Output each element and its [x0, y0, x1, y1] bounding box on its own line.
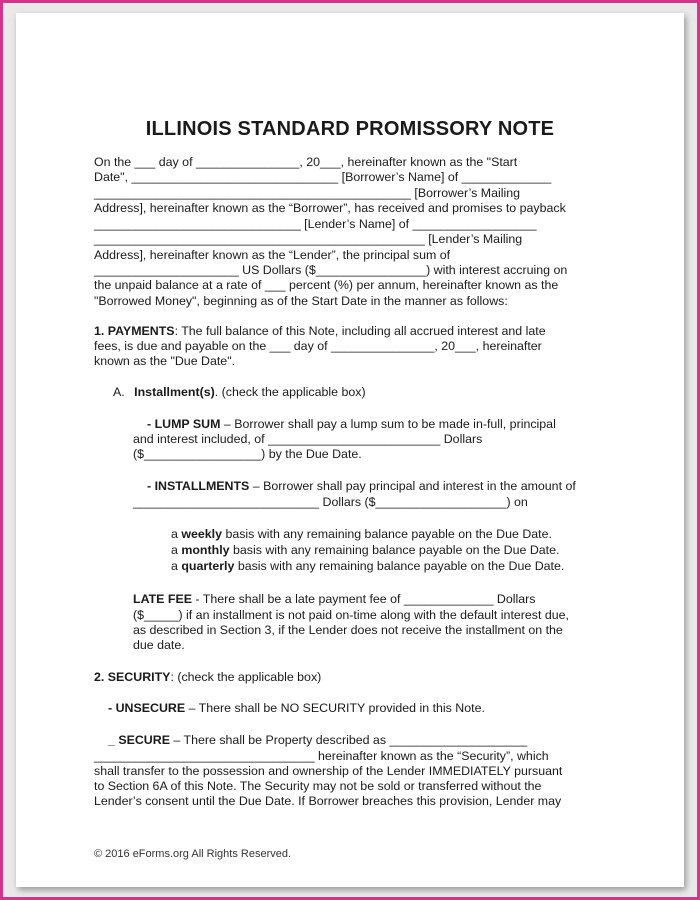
intro-line: On the ___ day of _______________, 20___, hereinafter known as the "Start — [94, 155, 518, 169]
payments-line: known as the "Due Date". — [94, 354, 236, 368]
payments-line: fees, is due and payable on the ___ day of _______________, 20___, hereinafter — [94, 339, 542, 353]
payments-heading: 1. PAYMENTS — [94, 324, 175, 338]
intro-line: ______________________________ [Lender’s Name] of __________________ — [94, 217, 537, 231]
frequency-quarterly: a quarterly basis with any remaining balance payable on the Due Date. — [171, 559, 565, 573]
intro-line: Address], hereinafter known as the “Lender”, the principal sum of — [94, 248, 451, 262]
lump-sum-line — [147, 417, 556, 432]
late-fee-text: - There shall be a late payment fee of _____________ Dollars — [191, 592, 536, 606]
copyright-footer: © 2016 eForms.org All Rights Reserved. — [94, 848, 292, 860]
secure-line: shall transfer to the possession and ownership of the Lender IMMEDIATELY pursuant — [94, 764, 563, 778]
security-line — [94, 670, 321, 685]
late-fee-line: due date. — [133, 638, 185, 652]
intro-line: Address], hereinafter known as the “Borrower”, has received and promises to payback — [94, 201, 566, 215]
document-page — [16, 13, 684, 887]
installments-line: ___________________________ Dollars ($___________________) on — [133, 495, 528, 509]
late-fee-line: as described in Section 3, if the Lender does not receive the installment on the — [133, 623, 563, 637]
installments-section-suffix: . (check the applicable box) — [214, 385, 366, 399]
intro-line: _____________________ US Dollars ($________________) with interest accruing on — [94, 263, 568, 277]
secure-text: – There shall be Property described as ____________________ — [169, 733, 528, 747]
lump-sum-line: ($_________________) by the Due Date. — [133, 447, 362, 461]
secure-line — [108, 733, 527, 748]
intro-line: the unpaid balance at a rate of ___ percent (%) per annum, hereinafter known as the — [94, 278, 559, 292]
installments-section-line — [113, 385, 366, 400]
lump-sum-text: – Borrower shall pay a lump sum to be made in-full, principal — [220, 417, 556, 431]
payments-line — [94, 324, 546, 339]
installments-line — [147, 479, 576, 494]
secure-line: Lender’s consent until the Due Date. If Borrower breaches this provision, Lender may — [94, 794, 562, 808]
security-heading: 2. SECURITY — [94, 670, 171, 684]
intro-line: "Borrowed Money", beginning as of the Start Date in the manner as follows: — [94, 294, 508, 308]
secure-line: ________________________________ hereinafter known as the “Security”, which — [94, 749, 549, 763]
section-prefix: A. — [113, 385, 125, 399]
intro-line: Date", ______________________________ [Borrower’s Name] of _____________ — [94, 170, 552, 184]
unsecure-line — [108, 701, 485, 716]
frequency-weekly: a weekly basis with any remaining balance payable on the Due Date. — [171, 527, 552, 541]
security-text: : (check the applicable box) — [170, 670, 322, 684]
installments-text: – Borrower shall pay principal and interest in the amount of — [249, 479, 576, 493]
payments-text: : The full balance of this Note, including all accrued interest and late — [174, 324, 546, 338]
unsecure-text: – There shall be NO SECURITY provided in this Note. — [185, 701, 485, 715]
intro-line: ________________________________________________ [Lender’s Mailing — [94, 232, 523, 246]
frequency-monthly: a monthly basis with any remaining balance payable on the Due Date. — [171, 543, 560, 557]
unsecure-label: - UNSECURE — [108, 701, 186, 715]
installments-section-label: Installment(s) — [134, 385, 215, 399]
lump-sum-line: and interest included, of _________________________ Dollars — [133, 432, 483, 446]
secure-label: _ SECURE — [108, 733, 170, 747]
lump-sum-label: - LUMP SUM — [147, 417, 221, 431]
late-fee-line: ($_____) if an installment is not paid on-time along with the default interest due, — [133, 608, 569, 622]
secure-line: to Section 6A of this Note. The Security may not be sold or transferred without the — [94, 779, 542, 793]
document-title: ILLINOIS STANDARD PROMISSORY NOTE — [145, 118, 555, 140]
late-fee-label: LATE FEE — [133, 592, 192, 606]
intro-line: ______________________________________________ [Borrower’s Mailing — [94, 186, 521, 200]
late-fee-line — [133, 592, 535, 607]
installments-label: - INSTALLMENTS — [147, 479, 250, 493]
